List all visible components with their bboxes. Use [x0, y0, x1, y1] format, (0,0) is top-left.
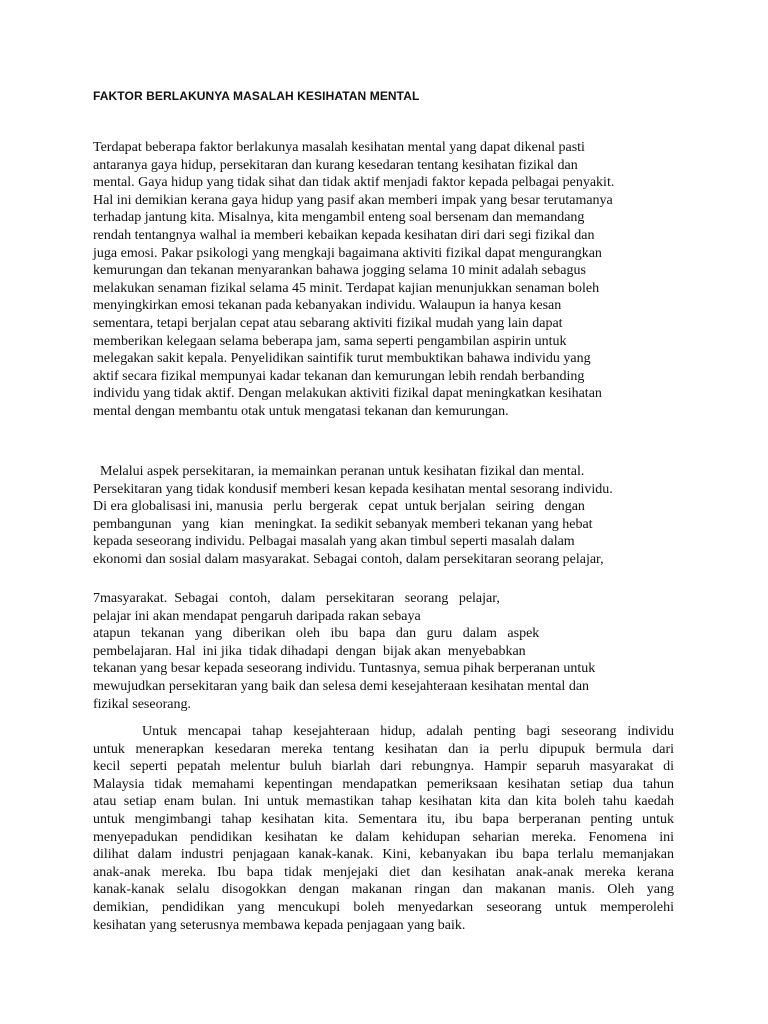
text-line: atau setiap enam bulan. Ini untuk memastikan tahap kesihatan kita dan kita boleh tahu kaedah	[93, 794, 674, 810]
text-line: dilihat dalam industri penjagaan kanak-kanak. Kini, kebanyakan ibu bapa terlalu memanjakan	[93, 847, 674, 863]
text-line: anak-anak mereka. Ibu bapa tidak menjejaki diet dan kesihatan anak-anak mereka kerana	[93, 864, 674, 880]
text-line: kanak-kanak selalu disogokkan dengan makanan ringan dan makanan manis. Oleh yang	[93, 882, 674, 898]
text-line: aktif secara fizikal mempunyai kadar tekanan dan kemurungan lebih rendah berbanding	[93, 368, 585, 384]
text-line: rendah tentangnya walhal ia memberi kebaikan kepada kesihatan diri dari segi fizikal dan	[93, 227, 595, 243]
text-line: Hal ini demikian kerana gaya hidup yang pasif akan memberi impak yang besar terutamanya	[93, 192, 613, 208]
text-line: kesihatan yang seterusnya membawa kepada penjagaan yang baik.	[93, 917, 466, 933]
text-line: mewujudkan persekitaran yang baik dan selesa demi kesejahteraan kesihatan mental dan	[93, 678, 590, 694]
text-line: fizikal seseorang.	[93, 696, 191, 712]
text-line: kecil seperti pepatah melentur buluh biarlah dari rebungnya. Hampir separuh masyarakat di	[93, 759, 674, 775]
text-line: individu yang tidak aktif. Dengan melakukan aktiviti fizikal dapat meningkatkan kesihatan	[93, 386, 602, 402]
text-line: melegakan sakit kepala. Penyelidikan saintifik turut membuktikan bahawa individu yang	[93, 351, 591, 367]
text-line: tekanan yang besar kepada seseorang individu. Tuntasnya, semua pihak berperanan untuk	[93, 661, 596, 677]
text-line: demikian, pendidikan yang mencukupi boleh menyedarkan seseorang untuk memperolehi	[93, 899, 674, 915]
paragraph-gaya-hidup	[93, 139, 614, 421]
text-line: Terdapat beberapa faktor berlakunya masalah kesihatan mental yang dapat dikenal pasti	[93, 140, 585, 155]
text-line: ekonomi dan sosial dalam masyarakat. Sebagai contoh, dalam persekitaran seorang pelajar,	[93, 551, 604, 567]
text-line: antaranya gaya hidup, persekitaran dan kurang kesedaran tentang kesihatan fizikal dan	[93, 157, 578, 173]
text-line: menyingkirkan emosi tekanan pada kebanyakan individu. Walaupun ia hanya kesan	[93, 298, 562, 314]
document-title: FAKTOR BERLAKUNYA MASALAH KESIHATAN MENTAL	[93, 89, 420, 103]
text-line: pembangunan yang kian meningkat. Ia sedikit sebanyak memberi tekanan yang hebat	[93, 516, 593, 532]
text-line: Untuk mencapai tahap kesejahteraan hidup, adalah penting bagi seseorang individu	[142, 724, 674, 739]
text-line: terhadap jantung kita. Misalnya, kita mengambil enteng soal bersenam dan memandang	[93, 210, 585, 226]
text-line: melakukan senaman fizikal selama 45 minit. Terdapat kajian menunjukkan senaman boleh	[93, 280, 600, 296]
text-line: kepada seseorang individu. Pelbagai masalah yang akan timbul seperti masalah dalam	[93, 534, 575, 550]
text-line: menyepadukan pendidikan kesihatan ke dalam kehidupan seharian mereka. Fenomena ini	[93, 829, 674, 845]
text-line: untuk mengimbangi tahap kesihatan kita. Sementara itu, ibu bapa berperanan penting untuk	[93, 811, 674, 827]
text-line: Malaysia tidak memahami kepentingan mendapatkan pemeriksaan kesihatan setiap dua tahun	[93, 776, 674, 792]
text-line: untuk menerapkan kesedaran mereka tentang kesihatan dan ia perlu dipupuk bermula dari	[93, 741, 674, 757]
text-line: juga emosi. Pakar psikologi yang mengkaji bagaimana aktiviti fizikal dapat mengurangkan	[93, 245, 602, 261]
text-line: memberikan kelegaan selama beberapa jam, sama seperti pengambilan aspirin untuk	[93, 333, 567, 349]
text-line: mental. Gaya hidup yang tidak sihat dan tidak aktif menjadi faktor kepada pelbagai penyakit.	[93, 175, 615, 191]
text-line: sementara, tetapi berjalan cepat atau sebarang aktiviti fizikal mudah yang lain dapat	[93, 315, 563, 331]
paragraph-persekitaran-continued	[93, 590, 595, 713]
text-line: atapun tekanan yang diberikan oleh ibu bapa dan guru dalam aspek	[93, 626, 540, 642]
text-line: Di era globalisasi ini, manusia perlu bergerak cepat untuk berjalan seiring dengan	[93, 499, 585, 515]
text-line: pembelajaran. Hal ini jika tidak dihadapi dengan bijak akan menyebabkan	[93, 643, 526, 659]
text-line: Melalui aspek persekitaran, ia memainkan peranan untuk kesihatan fizikal dan mental.	[93, 464, 585, 479]
text-line: 7masyarakat. Sebagai contoh, dalam persekitaran seorang pelajar,	[93, 591, 500, 606]
text-line: pelajar ini akan mendapat pengaruh daripada rakan sebaya	[93, 608, 421, 624]
paragraph-persekitaran	[93, 463, 613, 569]
paragraph-kesedaran	[93, 723, 674, 934]
text-line: Persekitaran yang tidak kondusif memberi kesan kepada kesihatan mental sesorang individu.	[93, 481, 613, 497]
text-line: mental dengan membantu otak untuk mengatasi tekanan dan kemurungan.	[93, 403, 509, 419]
text-line: kemurungan dan tekanan menyarankan bahawa jogging selama 10 minit adalah sebagus	[93, 263, 586, 279]
